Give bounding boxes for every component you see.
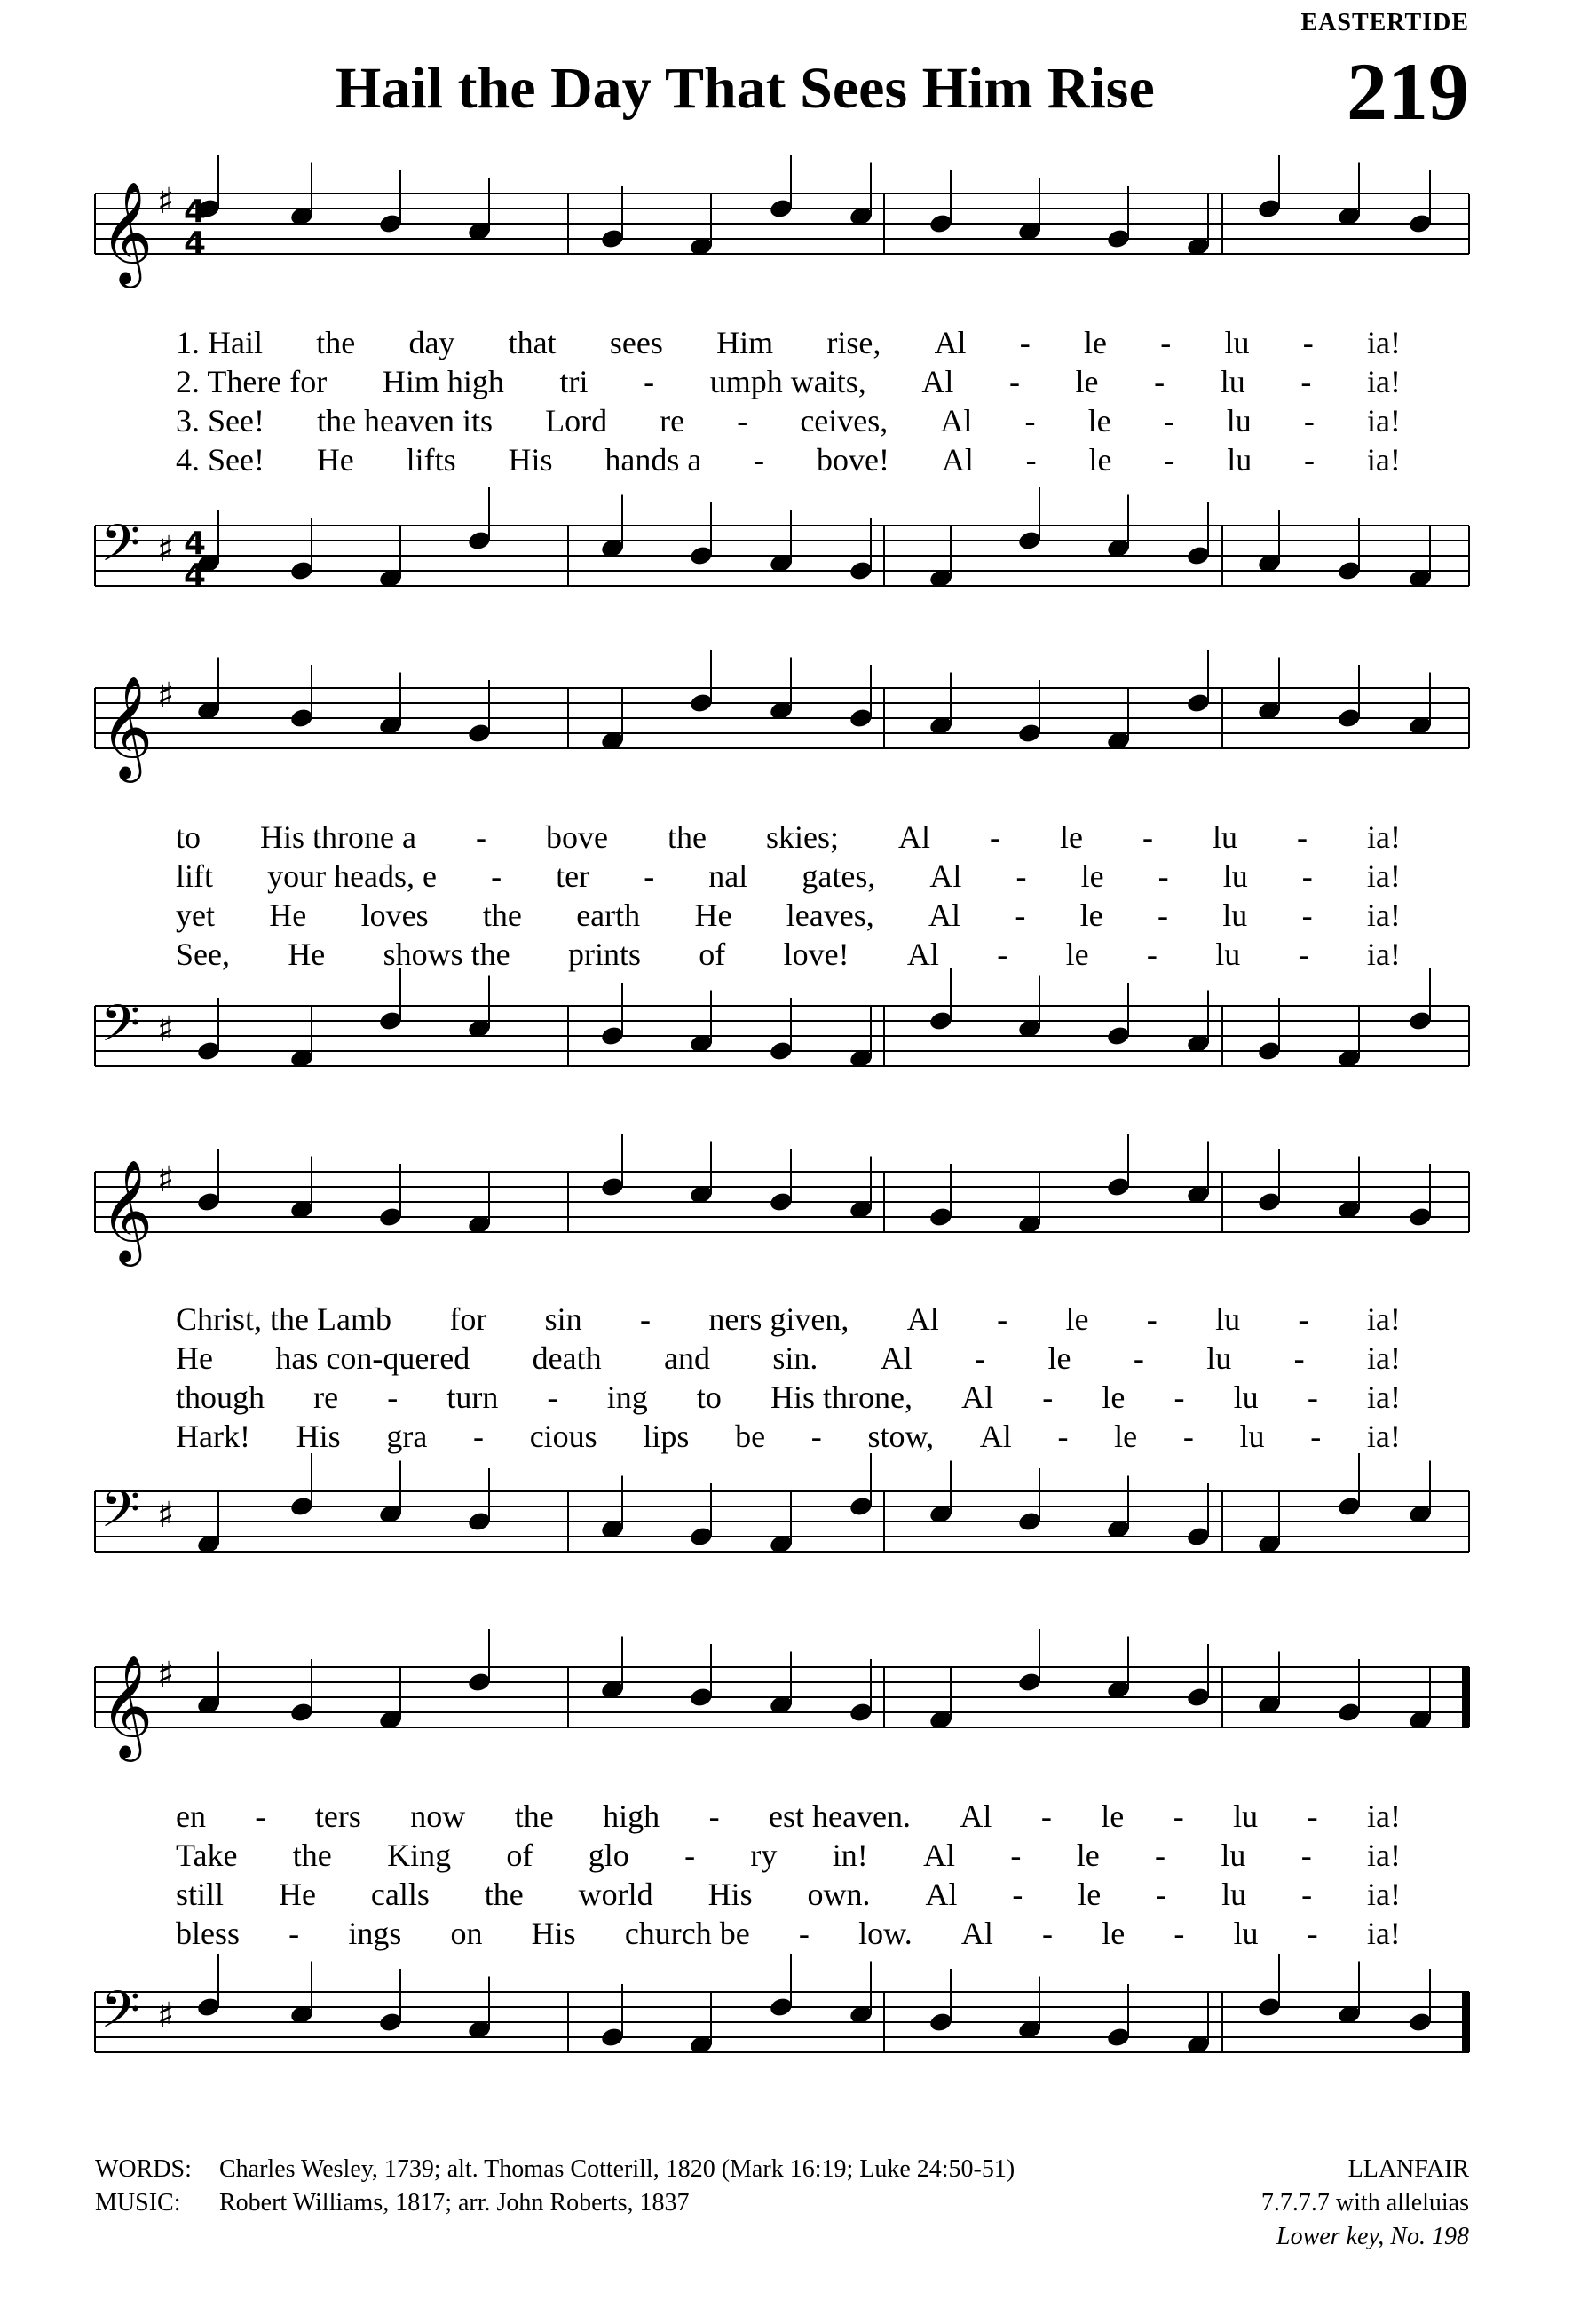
key-sharp-icon: ♯ [157,1655,175,1695]
lyric-syllable: He [278,1877,316,1912]
lyric-syllable: le [1101,1798,1125,1834]
time-signature-top: 4 [184,194,207,230]
lyric-syllable: ia! [1366,1419,1401,1454]
lyric-syllable: sin [544,1301,582,1337]
lyric-syllable: loves [360,897,429,933]
lyric-syllable: glo [588,1838,629,1873]
lyric-syllable: Al [923,1838,956,1873]
lyric-syllable: He [288,937,326,972]
lyric-syllable: of [699,937,726,972]
lyric-line [176,1798,1401,1835]
lyric-syllable: le [1079,897,1103,933]
lyric-syllable: Al [960,1916,993,1951]
lyric-syllable: rise, [826,325,881,360]
lyric-syllable: lu [1233,1379,1259,1415]
lyric-syllable: the [292,1838,332,1873]
lyric-syllable: est heaven. [769,1798,911,1834]
lyric-syllable: - [1298,937,1309,972]
lyric-syllable: - [1302,325,1314,360]
lyric-syllable: lu [1206,1340,1232,1376]
final-bar [1462,1992,1469,2052]
lyric-syllable: le [1102,1916,1126,1951]
key-sharp-icon: ♯ [157,181,175,222]
final-bar [1462,1667,1469,1727]
lyric-line [176,1340,1401,1377]
lyric-syllable: tri [559,364,589,399]
lyric-syllable: His [531,1916,576,1951]
lyric-syllable: hands a [604,442,702,478]
treble-clef-icon: 𝄞 [100,180,154,284]
lyric-syllable: lu [1226,403,1252,439]
lyric-syllable: Al [940,403,973,439]
lyric-syllable: le [1078,1877,1102,1912]
lyric-line [176,1418,1401,1455]
lyric-syllable: le [1084,325,1108,360]
lyric-syllable: He [269,897,307,933]
lyric-line [176,936,1401,973]
lyric-syllable: stow, [867,1419,935,1454]
lyric-syllable: yet [176,897,215,933]
lyric-syllable: that [508,325,557,360]
lyric-syllable: He [316,442,354,478]
lyric-syllable: though [176,1379,265,1415]
lyric-line [176,858,1401,895]
lyric-syllable: church be [624,1916,750,1951]
lyric-syllable: le [1080,858,1104,894]
lyric-syllable: re [313,1379,339,1415]
lyric-syllable: ters [314,1798,361,1834]
key-sharp-icon: ♯ [157,1495,175,1536]
lyric-syllable: His [296,1419,341,1454]
lyric-syllable: - [1301,858,1313,894]
lyric-syllable: le [1102,1379,1126,1415]
lyric-syllable: le [1065,1301,1089,1337]
lyric-syllable: - [1300,1838,1312,1873]
lyric-syllable: own. [807,1877,871,1912]
lyric-syllable: lu [1220,364,1245,399]
lyric-syllable: - [975,1340,986,1376]
key-sharp-icon: ♯ [157,1996,175,2036]
lyric-syllable: lu [1227,442,1252,478]
lyric-syllable: shows the [383,937,510,972]
lyric-syllable: leaves, [786,897,874,933]
lyric-syllable: lu [1221,1838,1246,1873]
lyric-syllable: of [506,1838,533,1873]
lyric-syllable: - [640,1301,652,1337]
lyric-syllable: - [491,858,502,894]
lyric-syllable: le [1065,937,1089,972]
lyric-syllable: - [1146,937,1157,972]
lyric-syllable: love! [783,937,849,972]
lyric-line [176,1379,1401,1416]
lyric-syllable: See, [176,937,230,972]
lyric-syllable: - [1015,897,1026,933]
lyric-syllable: lu [1233,1916,1259,1951]
hymn-title: Hail the Day That Sees Him Rise [336,56,1155,121]
lyric-syllable: His [508,442,553,478]
lyric-syllable: lu [1224,325,1250,360]
lyric-syllable: ia! [1366,325,1401,360]
lyric-syllable: ia! [1366,897,1401,933]
lyric-syllable: Al [925,1877,958,1912]
lyric-syllable: sin. [772,1340,818,1376]
words-credit: Charles Wesley, 1739; alt. Thomas Cotterill, 1820 (Mark 16:19; Luke 24:50-51) [219,2155,1015,2183]
lyric-syllable: ia! [1366,858,1401,894]
lyric-syllable: ia! [1366,1340,1401,1376]
meter: 7.7.7.7 with alleluias [1260,2189,1469,2217]
lyric-syllable: ia! [1367,1838,1401,1873]
lyric-syllable: the [514,1798,554,1834]
lyric-syllable: ia! [1366,364,1401,399]
lyric-syllable: still [176,1877,225,1912]
lyric-line [176,1915,1401,1952]
lyric-syllable: calls [370,1877,430,1912]
lyric-syllable: - [1154,364,1165,399]
lyric-syllable: lu [1222,897,1248,933]
lyric-syllable: umph waits, [709,364,866,399]
lyric-syllable: on [450,1916,483,1951]
lyric-syllable: in! [832,1838,868,1873]
lyric-syllable: gates, [802,858,876,894]
lyric-syllable: - [798,1916,810,1951]
lyric-syllable: - [1024,403,1036,439]
lyric-syllable: the [667,819,707,855]
lyric-syllable: skies; [765,819,839,855]
lyric-syllable: - [1163,403,1174,439]
lyric-syllable: le [1075,364,1099,399]
lyric-syllable: lu [1222,858,1248,894]
lyric-syllable: ceives, [800,403,889,439]
bass-clef-icon: 𝄢 [100,1479,141,1552]
lyric-syllable: Hark! [176,1419,250,1454]
lyric-line [176,324,1401,361]
lyric-syllable: le [1047,1340,1071,1376]
lyric-line [176,402,1401,439]
lyric-syllable: - [1307,1798,1318,1834]
lyric-syllable: - [1010,1838,1022,1873]
lyric-syllable: Him [716,325,774,360]
lyric-syllable: lips [643,1419,690,1454]
bass-clef-icon: 𝄢 [100,1980,141,2052]
lyric-syllable: low. [858,1916,913,1951]
lyric-syllable: lifts [406,442,456,478]
lyric-syllable: day [408,325,455,360]
lyric-syllable: ia! [1366,1877,1401,1912]
lyric-line [176,1837,1401,1874]
lyric-syllable: le [1087,403,1111,439]
lyric-syllable: - [1182,1419,1194,1454]
lyric-syllable: prints [567,937,641,972]
lyric-syllable: Al [928,897,961,933]
lyric-syllable: lu [1212,819,1237,855]
lyric-syllable: en [176,1798,206,1834]
lyric-syllable: - [997,937,1008,972]
lyric-syllable: - [1157,858,1169,894]
lyric-syllable: - [1042,1379,1054,1415]
lyric-syllable: - [288,1916,300,1951]
lyric-line [176,441,1401,478]
lyric-syllable: - [737,403,748,439]
lyric-syllable: ners given, [708,1301,849,1337]
lyric-syllable: - [1040,1798,1052,1834]
lyric-syllable: lift [176,858,213,894]
lyric-syllable: earth [576,897,641,933]
lyric-syllable: - [1155,1838,1166,1873]
lyric-syllable: ia! [1366,442,1401,478]
lyric-syllable: - [1173,1798,1184,1834]
key-sharp-icon: ♯ [157,1009,175,1050]
lyric-syllable: - [1301,1877,1313,1912]
lyric-syllable: His [707,1877,753,1912]
lyric-syllable: Lord [545,403,608,439]
lyric-syllable: lu [1215,1301,1241,1337]
lyric-syllable: ia! [1366,1301,1401,1337]
lyric-syllable: - [754,442,765,478]
lyric-syllable: ing [606,1379,648,1415]
footer-music [95,2189,690,2217]
lyric-syllable: - [1298,1301,1309,1337]
lyric-syllable: the [316,325,356,360]
lyric-line [176,818,1401,856]
lyric-syllable: - [387,1379,399,1415]
lyric-syllable: le [1088,442,1112,478]
lyric-syllable: - [1008,364,1020,399]
lyric-syllable: - [1304,442,1316,478]
lyric-syllable: - [1042,1916,1054,1951]
bass-clef-icon: 𝄢 [100,513,141,586]
lyric-syllable: be [735,1419,766,1454]
lyric-syllable: Al [941,442,974,478]
lyric-syllable: - [1173,1379,1185,1415]
lyric-syllable: Al [961,1379,994,1415]
lyric-line [176,1300,1401,1338]
lyric-syllable: Al [960,1798,992,1834]
lyric-syllable: the [482,897,522,933]
lyric-syllable: ry [750,1838,778,1873]
music-credit: Robert Williams, 1817; arr. John Roberts, 1837 [219,2189,690,2217]
lyric-syllable: He [694,897,732,933]
lyric-syllable: world [578,1877,653,1912]
lyric-syllable: nal [708,858,748,894]
lyric-syllable: - [1146,1301,1157,1337]
lyric-syllable: lu [1221,1877,1247,1912]
lyric-syllable: Al [897,819,930,855]
lyric-syllable: - [1307,1916,1318,1951]
lyric-syllable: - [1296,819,1308,855]
lyric-syllable: King [387,1838,452,1873]
time-signature-top: 4 [184,526,207,562]
lyric-syllable: now [410,1798,466,1834]
footer-words [95,2155,1015,2184]
lyric-syllable: lu [1215,937,1241,972]
hymn-number: 219 [1347,46,1469,137]
lyric-line [176,1876,1401,1913]
lyric-syllable: - [684,1838,696,1873]
lyric-syllable: - [997,1301,1008,1337]
lyric-syllable: - [1156,1877,1167,1912]
lyric-syllable: - [1303,403,1315,439]
lyric-syllable: Christ, the Lamb [176,1301,391,1337]
lyric-syllable: for [449,1301,487,1337]
lyric-syllable: His throne, [770,1379,913,1415]
lyric-syllable: the [484,1877,524,1912]
alternate-key: Lower key, No. 198 [1276,2223,1469,2250]
section-label: EASTERTIDE [1300,9,1469,36]
lyric-syllable: ings [348,1916,402,1951]
lyric-syllable: turn [446,1379,499,1415]
lyric-syllable: - [1301,897,1313,933]
lyric-syllable: and [663,1340,710,1376]
lyric-syllable: ia! [1366,1379,1401,1415]
lyric-syllable: - [810,1419,822,1454]
lyric-syllable: He [176,1340,213,1376]
lyric-syllable: to [176,819,201,855]
lyric-syllable: re [660,403,685,439]
lyric-syllable: - [1293,1340,1305,1376]
lyric-syllable: - [1133,1340,1144,1376]
lyric-syllable: 4. See! [176,442,265,478]
lyric-syllable: lu [1233,1798,1259,1834]
lyric-syllable: the heaven its [317,403,493,439]
lyric-syllable: le [1059,819,1083,855]
lyric-syllable: death [532,1340,602,1376]
lyric-syllable: - [1057,1419,1069,1454]
lyric-syllable: - [1173,1916,1185,1951]
treble-clef-icon: 𝄞 [100,1158,154,1262]
time-signature-bottom: 4 [184,557,207,594]
bass-clef-icon: 𝄢 [100,993,141,1066]
time-signature-bottom: 4 [184,225,207,262]
lyric-syllable: Him high [382,364,504,399]
lyric-syllable: - [1019,325,1031,360]
lyric-syllable: - [1015,858,1027,894]
lyric-syllable: your heads, e [267,858,438,894]
lyric-syllable: ia! [1366,937,1401,972]
treble-clef-icon: 𝄞 [100,675,154,779]
words-label: WORDS: [95,2155,192,2183]
key-sharp-icon: ♯ [157,1159,175,1200]
lyric-syllable: le [1076,1838,1100,1873]
lyric-syllable: - [708,1798,720,1834]
lyric-line [176,363,1401,400]
lyric-syllable: - [547,1379,558,1415]
lyric-syllable: cious [529,1419,597,1454]
lyric-syllable: - [1157,897,1168,933]
lyric-syllable: - [475,819,486,855]
key-sharp-icon: ♯ [157,676,175,716]
lyric-syllable: bove [545,819,608,855]
lyric-syllable: le [1114,1419,1138,1454]
lyric-syllable: - [473,1419,484,1454]
lyric-syllable: lu [1239,1419,1265,1454]
lyric-syllable: Al [921,364,954,399]
treble-clef-icon: 𝄞 [100,1654,154,1758]
lyric-syllable: bless [176,1916,240,1951]
music-label: MUSIC: [95,2189,181,2217]
lyric-syllable: - [1310,1419,1322,1454]
lyric-syllable: Al [929,858,962,894]
lyric-syllable: 2. There for [176,364,328,399]
lyric-syllable: sees [609,325,663,360]
lyric-syllable: - [644,364,655,399]
lyric-syllable: - [1012,1877,1023,1912]
lyric-syllable: 3. See! [176,403,265,439]
lyric-syllable: - [1300,364,1312,399]
lyric-syllable: Al [979,1419,1012,1454]
lyric-syllable: to [696,1379,722,1415]
lyric-syllable: - [1025,442,1037,478]
lyric-syllable: ter [556,858,590,894]
lyric-syllable: Al [934,325,967,360]
lyric-line [176,897,1401,934]
lyric-syllable: 1. Hail [176,325,263,360]
lyric-syllable: - [1142,819,1153,855]
lyric-syllable: high [603,1798,660,1834]
lyric-syllable: has con-quered [275,1340,470,1376]
lyric-syllable: - [989,819,1000,855]
lyric-syllable: Al [880,1340,913,1376]
lyric-syllable: Al [906,937,939,972]
lyric-syllable: Take [176,1838,238,1873]
lyric-syllable: - [644,858,655,894]
lyric-syllable: - [1307,1379,1318,1415]
lyric-syllable: ia! [1366,403,1401,439]
key-sharp-icon: ♯ [157,529,175,570]
lyric-syllable: ia! [1367,1798,1401,1834]
lyric-syllable: His throne a [260,819,416,855]
lyric-syllable: Al [906,1301,939,1337]
lyric-syllable: - [1160,325,1172,360]
lyric-syllable: - [1164,442,1175,478]
lyric-syllable: bove! [817,442,889,478]
lyric-syllable: ia! [1366,1916,1401,1951]
lyric-syllable: gra [386,1419,428,1454]
lyric-syllable: ia! [1366,819,1401,855]
tune-name: LLANFAIR [1347,2155,1469,2183]
lyric-syllable: - [255,1798,266,1834]
